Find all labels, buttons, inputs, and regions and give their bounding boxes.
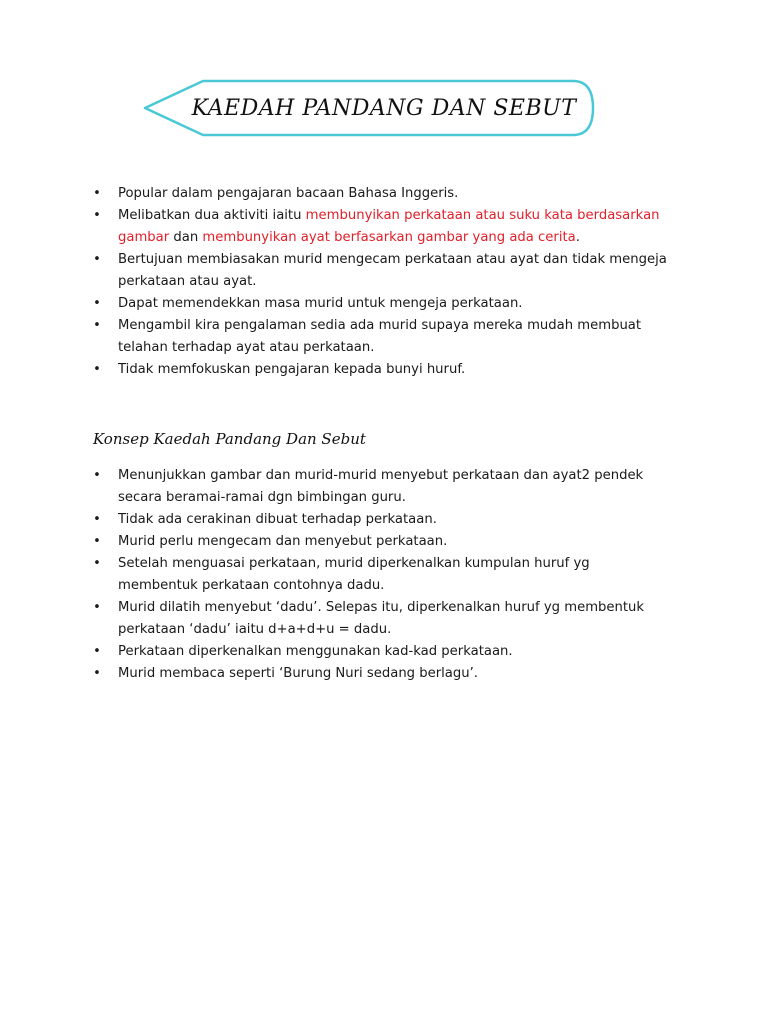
list-item xyxy=(92,663,672,685)
list-item xyxy=(92,183,672,205)
intro-bullet-list xyxy=(92,183,672,381)
list-item-text: Popular dalam pengajaran bacaan Bahasa Inggeris. xyxy=(118,186,459,201)
list-item-text: Mengambil kira pengalaman sedia ada murid supaya mereka mudah membuat telahan terhadap ayat atau perkataan. xyxy=(118,318,642,355)
list-item-text: Murid membaca seperti ‘Burung Nuri sedang berlagu’. xyxy=(118,666,479,681)
list-item xyxy=(92,597,672,641)
bullet-icon: • xyxy=(93,600,101,615)
list-item xyxy=(92,553,672,597)
list-item-text: Murid perlu mengecam dan menyebut perkataan. xyxy=(118,534,448,549)
page-title: KAEDAH PANDANG DAN SEBUT xyxy=(191,95,577,121)
list-item-text: Tidak memfokuskan pengajaran kepada bunyi huruf. xyxy=(118,362,466,377)
bullet-icon: • xyxy=(93,644,101,659)
list-item-text: Melibatkan dua aktiviti iaitu xyxy=(118,208,306,223)
bullet-icon: • xyxy=(93,468,101,483)
list-item xyxy=(92,531,672,553)
list-item xyxy=(92,315,672,359)
list-item xyxy=(92,509,672,531)
list-item-text: Menunjukkan gambar dan murid-murid menyebut perkataan dan ayat2 pendek secara beramai-ramai dgn bimbingan guru. xyxy=(118,468,644,505)
bullet-icon: • xyxy=(93,362,101,377)
list-item-text: Murid dilatih menyebut ‘dadu’. Selepas itu, diperkenalkan huruf yg membentuk perkataan ‘dadu’ iaitu d+a+d+u = dadu. xyxy=(118,600,645,637)
bullet-icon: • xyxy=(93,252,101,267)
list-item-text: Dapat memendekkan masa murid untuk mengeja perkataan. xyxy=(118,296,523,311)
bullet-icon: • xyxy=(93,186,101,201)
bullet-icon: • xyxy=(93,534,101,549)
list-item-text: dan xyxy=(169,230,203,245)
list-item xyxy=(92,359,672,381)
list-item xyxy=(92,205,672,249)
concept-bullet-list xyxy=(92,465,672,685)
list-item xyxy=(92,249,672,293)
bullet-icon: • xyxy=(93,318,101,333)
bullet-icon: • xyxy=(93,296,101,311)
list-item xyxy=(92,293,672,315)
bullet-icon: • xyxy=(93,666,101,681)
list-item-text: Perkataan diperkenalkan menggunakan kad-kad perkataan. xyxy=(118,644,513,659)
bullet-icon: • xyxy=(93,208,101,223)
section-heading: Konsep Kaedah Pandang Dan Sebut xyxy=(93,430,366,448)
list-item xyxy=(92,641,672,663)
bullet-icon: • xyxy=(93,512,101,527)
highlighted-text: membunyikan ayat berfasarkan gambar yang ada cerita xyxy=(202,230,576,245)
list-item-text: Tidak ada cerakinan dibuat terhadap perkataan. xyxy=(118,512,437,527)
bullet-icon: • xyxy=(93,556,101,571)
list-item-text: Bertujuan membiasakan murid mengecam perkataan atau ayat dan tidak mengeja perkataan atau ayat. xyxy=(118,252,667,289)
list-item xyxy=(92,465,672,509)
title-banner xyxy=(143,78,595,138)
list-item-text: . xyxy=(575,230,580,245)
highlighted-text: membunyikan perkataan atau suku kata berdasarkan gambar xyxy=(118,208,660,245)
list-item-text: Setelah menguasai perkataan, murid diperkenalkan kumpulan huruf yg membentuk perkataan contohnya dadu. xyxy=(118,556,590,593)
